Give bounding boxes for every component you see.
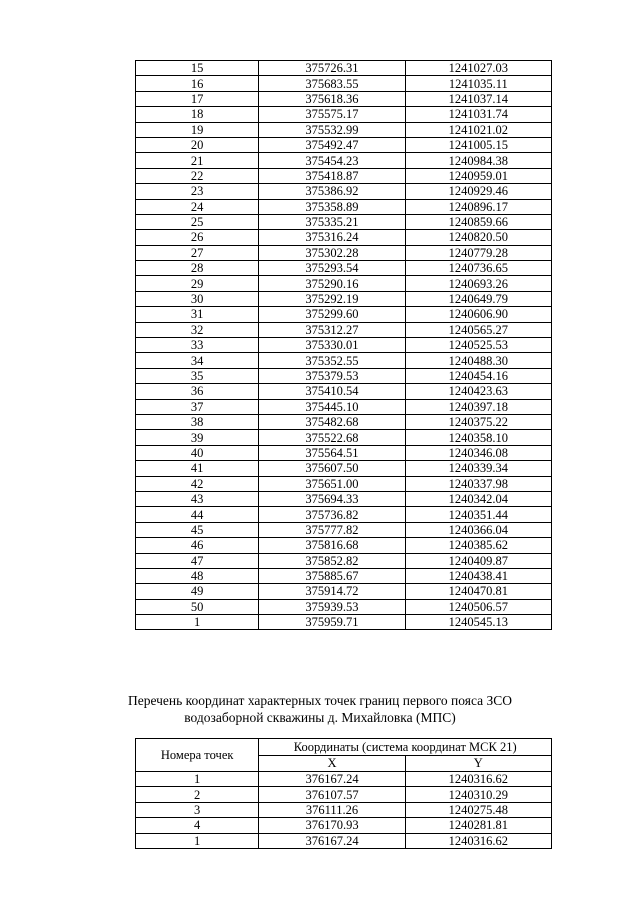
point-number-cell: 28: [136, 261, 259, 276]
point-number-cell: 20: [136, 137, 259, 152]
y-coordinate-cell: 1241005.15: [405, 137, 551, 152]
y-coordinate-cell: 1240565.27: [405, 322, 551, 337]
x-coordinate-cell: 375607.50: [259, 461, 405, 476]
zone-coordinates-table: [135, 738, 552, 849]
x-coordinate-cell: 375352.55: [259, 353, 405, 368]
table-row: [136, 230, 552, 245]
point-number-cell: 18: [136, 107, 259, 122]
header-point-numbers: Номера точек: [136, 739, 259, 772]
x-coordinate-cell: 376167.24: [259, 833, 405, 848]
point-number-cell: 33: [136, 338, 259, 353]
x-coordinate-cell: 376111.26: [259, 802, 405, 817]
y-coordinate-cell: 1240316.62: [405, 772, 551, 787]
table-row: [136, 91, 552, 106]
table-row: [136, 107, 552, 122]
point-number-cell: 23: [136, 184, 259, 199]
table-row: [136, 168, 552, 183]
point-number-cell: 37: [136, 399, 259, 414]
point-number-cell: 17: [136, 91, 259, 106]
table-row: [136, 476, 552, 491]
point-number-cell: 42: [136, 476, 259, 491]
x-coordinate-cell: 375482.68: [259, 414, 405, 429]
point-number-cell: 50: [136, 599, 259, 614]
zone-table-header: [136, 739, 552, 772]
x-coordinate-cell: 375445.10: [259, 399, 405, 414]
x-coordinate-cell: 375852.82: [259, 553, 405, 568]
x-coordinate-cell: 375312.27: [259, 322, 405, 337]
table-row: [136, 199, 552, 214]
y-coordinate-cell: 1240454.16: [405, 368, 551, 383]
x-coordinate-cell: 375454.23: [259, 153, 405, 168]
x-coordinate-cell: 375418.87: [259, 168, 405, 183]
x-coordinate-cell: 376107.57: [259, 787, 405, 802]
y-coordinate-cell: 1241037.14: [405, 91, 551, 106]
table-row: [136, 122, 552, 137]
table-row: [136, 818, 552, 833]
y-coordinate-cell: 1240375.22: [405, 414, 551, 429]
y-coordinate-cell: 1240859.66: [405, 214, 551, 229]
point-number-cell: 36: [136, 384, 259, 399]
point-number-cell: 30: [136, 291, 259, 306]
point-number-cell: 3: [136, 802, 259, 817]
zone-table-body: [136, 772, 552, 849]
table-row: [136, 276, 552, 291]
point-number-cell: 48: [136, 568, 259, 583]
table-row: [136, 353, 552, 368]
table-row: [136, 61, 552, 76]
y-coordinate-cell: 1240545.13: [405, 615, 551, 630]
x-coordinate-cell: 375532.99: [259, 122, 405, 137]
coordinates-table-continued: [135, 60, 552, 630]
point-number-cell: 44: [136, 507, 259, 522]
table-row: [136, 261, 552, 276]
point-number-cell: 15: [136, 61, 259, 76]
point-number-cell: 35: [136, 368, 259, 383]
x-coordinate-cell: 375302.28: [259, 245, 405, 260]
y-coordinate-cell: 1240959.01: [405, 168, 551, 183]
y-coordinate-cell: 1240649.79: [405, 291, 551, 306]
y-coordinate-cell: 1240337.98: [405, 476, 551, 491]
table-row: [136, 384, 552, 399]
y-coordinate-cell: 1240779.28: [405, 245, 551, 260]
point-number-cell: 16: [136, 76, 259, 91]
y-coordinate-cell: 1240366.04: [405, 522, 551, 537]
y-coordinate-cell: 1240346.08: [405, 445, 551, 460]
table-row: [136, 584, 552, 599]
point-number-cell: 34: [136, 353, 259, 368]
y-coordinate-cell: 1240606.90: [405, 307, 551, 322]
table-row: [136, 538, 552, 553]
y-coordinate-cell: 1240409.87: [405, 553, 551, 568]
caption-line-2: водозаборной скважины д. Михайловка (МПС): [184, 710, 456, 725]
y-coordinate-cell: 1240358.10: [405, 430, 551, 445]
y-coordinate-cell: 1240339.34: [405, 461, 551, 476]
table-row: [136, 491, 552, 506]
header-x: X: [259, 755, 405, 772]
point-number-cell: 1: [136, 615, 259, 630]
point-number-cell: 1: [136, 833, 259, 848]
point-number-cell: 29: [136, 276, 259, 291]
x-coordinate-cell: 375939.53: [259, 599, 405, 614]
coordinates-table-body: [136, 61, 552, 630]
x-coordinate-cell: 375683.55: [259, 76, 405, 91]
y-coordinate-cell: 1240506.57: [405, 599, 551, 614]
point-number-cell: 46: [136, 538, 259, 553]
y-coordinate-cell: 1240275.48: [405, 802, 551, 817]
y-coordinate-cell: 1240423.63: [405, 384, 551, 399]
y-coordinate-cell: 1240736.65: [405, 261, 551, 276]
x-coordinate-cell: 375330.01: [259, 338, 405, 353]
table-row: [136, 553, 552, 568]
table-row: [136, 245, 552, 260]
y-coordinate-cell: 1240470.81: [405, 584, 551, 599]
point-number-cell: 22: [136, 168, 259, 183]
x-coordinate-cell: 375651.00: [259, 476, 405, 491]
x-coordinate-cell: 375290.16: [259, 276, 405, 291]
table-row: [136, 399, 552, 414]
x-coordinate-cell: 375885.67: [259, 568, 405, 583]
table-row: [136, 137, 552, 152]
point-number-cell: 40: [136, 445, 259, 460]
x-coordinate-cell: 375316.24: [259, 230, 405, 245]
point-number-cell: 41: [136, 461, 259, 476]
table-row: [136, 153, 552, 168]
x-coordinate-cell: 375736.82: [259, 507, 405, 522]
table-row: [136, 833, 552, 848]
x-coordinate-cell: 376167.24: [259, 772, 405, 787]
y-coordinate-cell: 1240896.17: [405, 199, 551, 214]
table-row: [136, 802, 552, 817]
point-number-cell: 21: [136, 153, 259, 168]
y-coordinate-cell: 1241027.03: [405, 61, 551, 76]
table-row: [136, 599, 552, 614]
x-coordinate-cell: 375386.92: [259, 184, 405, 199]
table-row: [136, 322, 552, 337]
table-row: [136, 787, 552, 802]
point-number-cell: 39: [136, 430, 259, 445]
y-coordinate-cell: 1240525.53: [405, 338, 551, 353]
y-coordinate-cell: 1241021.02: [405, 122, 551, 137]
y-coordinate-cell: 1240929.46: [405, 184, 551, 199]
table-row: [136, 291, 552, 306]
x-coordinate-cell: 375299.60: [259, 307, 405, 322]
point-number-cell: 32: [136, 322, 259, 337]
y-coordinate-cell: 1240397.18: [405, 399, 551, 414]
x-coordinate-cell: 375522.68: [259, 430, 405, 445]
point-number-cell: 31: [136, 307, 259, 322]
point-number-cell: 27: [136, 245, 259, 260]
x-coordinate-cell: 375564.51: [259, 445, 405, 460]
x-coordinate-cell: 375575.17: [259, 107, 405, 122]
table-row: [136, 430, 552, 445]
point-number-cell: 43: [136, 491, 259, 506]
y-coordinate-cell: 1240342.04: [405, 491, 551, 506]
y-coordinate-cell: 1240385.62: [405, 538, 551, 553]
table-row: [136, 461, 552, 476]
table-row: [136, 76, 552, 91]
y-coordinate-cell: 1240351.44: [405, 507, 551, 522]
x-coordinate-cell: 375777.82: [259, 522, 405, 537]
x-coordinate-cell: 375726.31: [259, 61, 405, 76]
point-number-cell: 47: [136, 553, 259, 568]
y-coordinate-cell: 1240984.38: [405, 153, 551, 168]
table-row: [136, 368, 552, 383]
table-row: [136, 445, 552, 460]
x-coordinate-cell: 375335.21: [259, 214, 405, 229]
y-coordinate-cell: 1240316.62: [405, 833, 551, 848]
x-coordinate-cell: 375292.19: [259, 291, 405, 306]
x-coordinate-cell: 375959.71: [259, 615, 405, 630]
table-row: [136, 772, 552, 787]
point-number-cell: 26: [136, 230, 259, 245]
point-number-cell: 45: [136, 522, 259, 537]
point-number-cell: 25: [136, 214, 259, 229]
y-coordinate-cell: 1241035.11: [405, 76, 551, 91]
table-row: [136, 214, 552, 229]
x-coordinate-cell: 375293.54: [259, 261, 405, 276]
x-coordinate-cell: 375410.54: [259, 384, 405, 399]
x-coordinate-cell: 376170.93: [259, 818, 405, 833]
y-coordinate-cell: 1241031.74: [405, 107, 551, 122]
point-number-cell: 49: [136, 584, 259, 599]
y-coordinate-cell: 1240310.29: [405, 787, 551, 802]
y-coordinate-cell: 1240820.50: [405, 230, 551, 245]
y-coordinate-cell: 1240488.30: [405, 353, 551, 368]
y-coordinate-cell: 1240693.26: [405, 276, 551, 291]
table-row: [136, 568, 552, 583]
point-number-cell: 24: [136, 199, 259, 214]
table-row: [136, 507, 552, 522]
y-coordinate-cell: 1240438.41: [405, 568, 551, 583]
x-coordinate-cell: 375358.89: [259, 199, 405, 214]
header-coordinates: Координаты (система координат МСК 21): [259, 739, 552, 756]
table-row: [136, 307, 552, 322]
caption-line-1: Перечень координат характерных точек границ первого пояса ЗСО: [127, 693, 513, 708]
x-coordinate-cell: 375914.72: [259, 584, 405, 599]
x-coordinate-cell: 375492.47: [259, 137, 405, 152]
point-number-cell: 1: [136, 772, 259, 787]
table-row: [136, 184, 552, 199]
table-row: [136, 522, 552, 537]
point-number-cell: 4: [136, 818, 259, 833]
x-coordinate-cell: 375618.36: [259, 91, 405, 106]
point-number-cell: 2: [136, 787, 259, 802]
y-coordinate-cell: 1240281.81: [405, 818, 551, 833]
x-coordinate-cell: 375379.53: [259, 368, 405, 383]
point-number-cell: 38: [136, 414, 259, 429]
x-coordinate-cell: 375816.68: [259, 538, 405, 553]
table-row: [136, 414, 552, 429]
point-number-cell: 19: [136, 122, 259, 137]
table-row: [136, 338, 552, 353]
header-y: Y: [405, 755, 551, 772]
table-caption: [120, 692, 520, 726]
x-coordinate-cell: 375694.33: [259, 491, 405, 506]
table-row: [136, 615, 552, 630]
